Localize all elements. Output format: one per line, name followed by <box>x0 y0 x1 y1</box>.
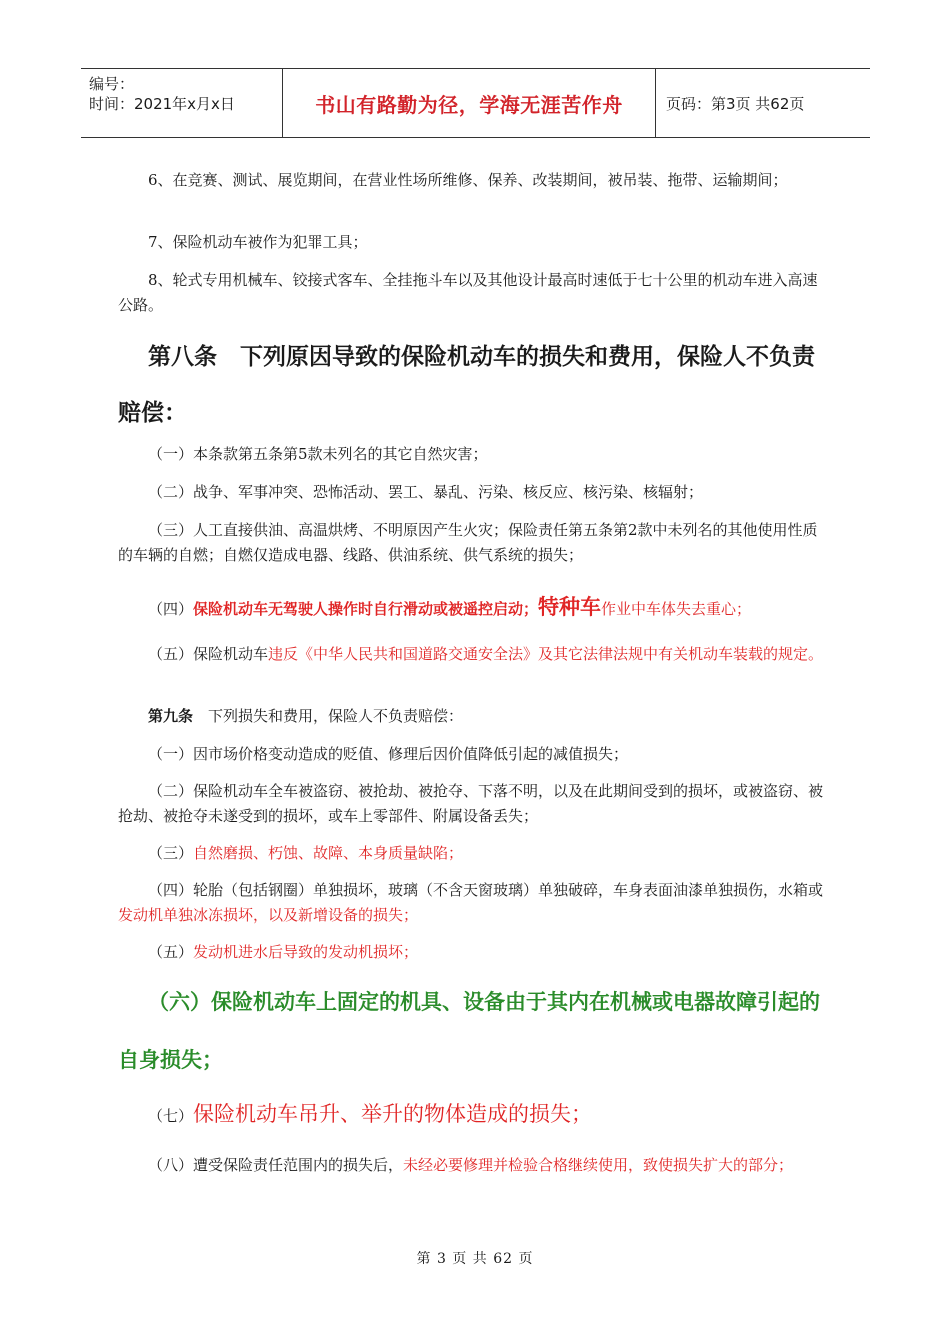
art8-item-5-prefix: （五）保险机动车 <box>148 645 269 663</box>
art8-item-4-rest: 作业中车体失去重心； <box>601 600 752 618</box>
art9-item-8 <box>118 1153 830 1178</box>
art9-item-8-red: 未经必要修理并检验合格继续使用，致使损失扩大的部分； <box>403 1156 794 1174</box>
art9-item-3-red: 自然磨损、朽蚀、故障、本身质量缺陷； <box>193 844 464 862</box>
art8-item-3: （三）人工直接供油、高温烘烤、不明原因产生火灾；保险责任第五条第2款中未列名的其他使用性质的车辆的自燃；自燃仅造成电器、线路、供油系统、供气系统的损失； <box>118 521 818 564</box>
art8-item-4-special: 特种车 <box>538 595 602 619</box>
art9-item-3 <box>118 841 830 866</box>
header-motto: 书山有路勤为径，学海无涯苦作舟 <box>283 69 656 137</box>
art8-item-1: （一）本条款第五条第5款未列名的其它自然灾害； <box>148 445 488 463</box>
art8-item-4-prefix: （四） <box>148 600 194 618</box>
code-label: 编号： <box>89 75 135 93</box>
article-9-text: 下列损失和费用，保险人不负责赔偿： <box>193 707 464 725</box>
art8-item-2: （二）战争、军事冲突、恐怖活动、罢工、暴乱、污染、核反应、核污染、核辐射； <box>148 483 704 501</box>
art9-item-5 <box>118 940 830 965</box>
header-page-info: 页码：第3页 共62页 <box>666 94 805 113</box>
art9-item-1: （一）因市场价格变动造成的贬值、修理后因价值降低引起的减值损失； <box>148 745 629 763</box>
page-footer: 第 3 页 共 62 页 <box>416 1251 534 1267</box>
time-label: 时间：2021年x月x日 <box>89 95 235 113</box>
art9-item-4 <box>118 878 830 928</box>
art9-item-2: （二）保险机动车全车被盗窃、被抢劫、被抢夺、下落不明，以及在此期间受到的损坏，或被盗窃、被抢劫、被抢夺未遂受到的损坏，或车上零部件、附属设备丢失； <box>118 782 824 825</box>
page-header <box>81 68 870 138</box>
item-6: 6、在竞赛、测试、展览期间，在营业性场所维修、保养、改装期间，被吊装、拖带、运输期间； <box>148 171 788 189</box>
item-8: 8、轮式专用机械车、铰接式客车、全挂拖斗车以及其他设计最高时速低于七十公里的机动车进入高速公路。 <box>118 271 818 314</box>
art8-item-4 <box>118 592 830 624</box>
art9-item-5-red: 发动机进水后导致的发动机损坏； <box>193 943 419 961</box>
art8-item-5 <box>118 642 830 667</box>
art9-item-8-prefix: （八）遭受保险责任范围内的损失后， <box>148 1156 404 1174</box>
art9-item-6: （六）保险机动车上固定的机具、设备由于其内在机械或电器故障引起的自身损失； <box>118 990 820 1072</box>
art9-item-4-red: 发动机单独冰冻损坏，以及新增设备的损失； <box>118 906 419 924</box>
article-8-title: 第八条 下列原因导致的保险机动车的损失和费用，保险人不负责赔偿： <box>118 344 815 426</box>
art9-item-7-prefix: （七） <box>148 1107 194 1125</box>
item-7: 7、保险机动车被作为犯罪工具； <box>148 233 368 251</box>
art8-item-5-red: 违反《中华人民共和国道路交通安全法》及其它法律法规中有关机动车装载的规定。 <box>268 645 824 663</box>
art8-item-4-highlight: 保险机动车无驾驶人操作时自行滑动或被遥控启动； <box>193 600 539 618</box>
article-9-label: 第九条 <box>148 707 194 725</box>
art9-item-7 <box>118 1098 830 1132</box>
art9-item-5-prefix: （五） <box>148 943 194 961</box>
art9-item-4-prefix: （四）轮胎（包括钢圈）单独损坏，玻璃（不含天窗玻璃）单独破碎，车身表面油漆单独损伤，水箱或 <box>148 881 824 899</box>
art9-item-7-red: 保险机动车吊升、举升的物体造成的损失； <box>193 1102 593 1126</box>
art9-item-3-prefix: （三） <box>148 844 194 862</box>
article-9-title <box>118 704 830 729</box>
header-meta <box>81 69 283 137</box>
